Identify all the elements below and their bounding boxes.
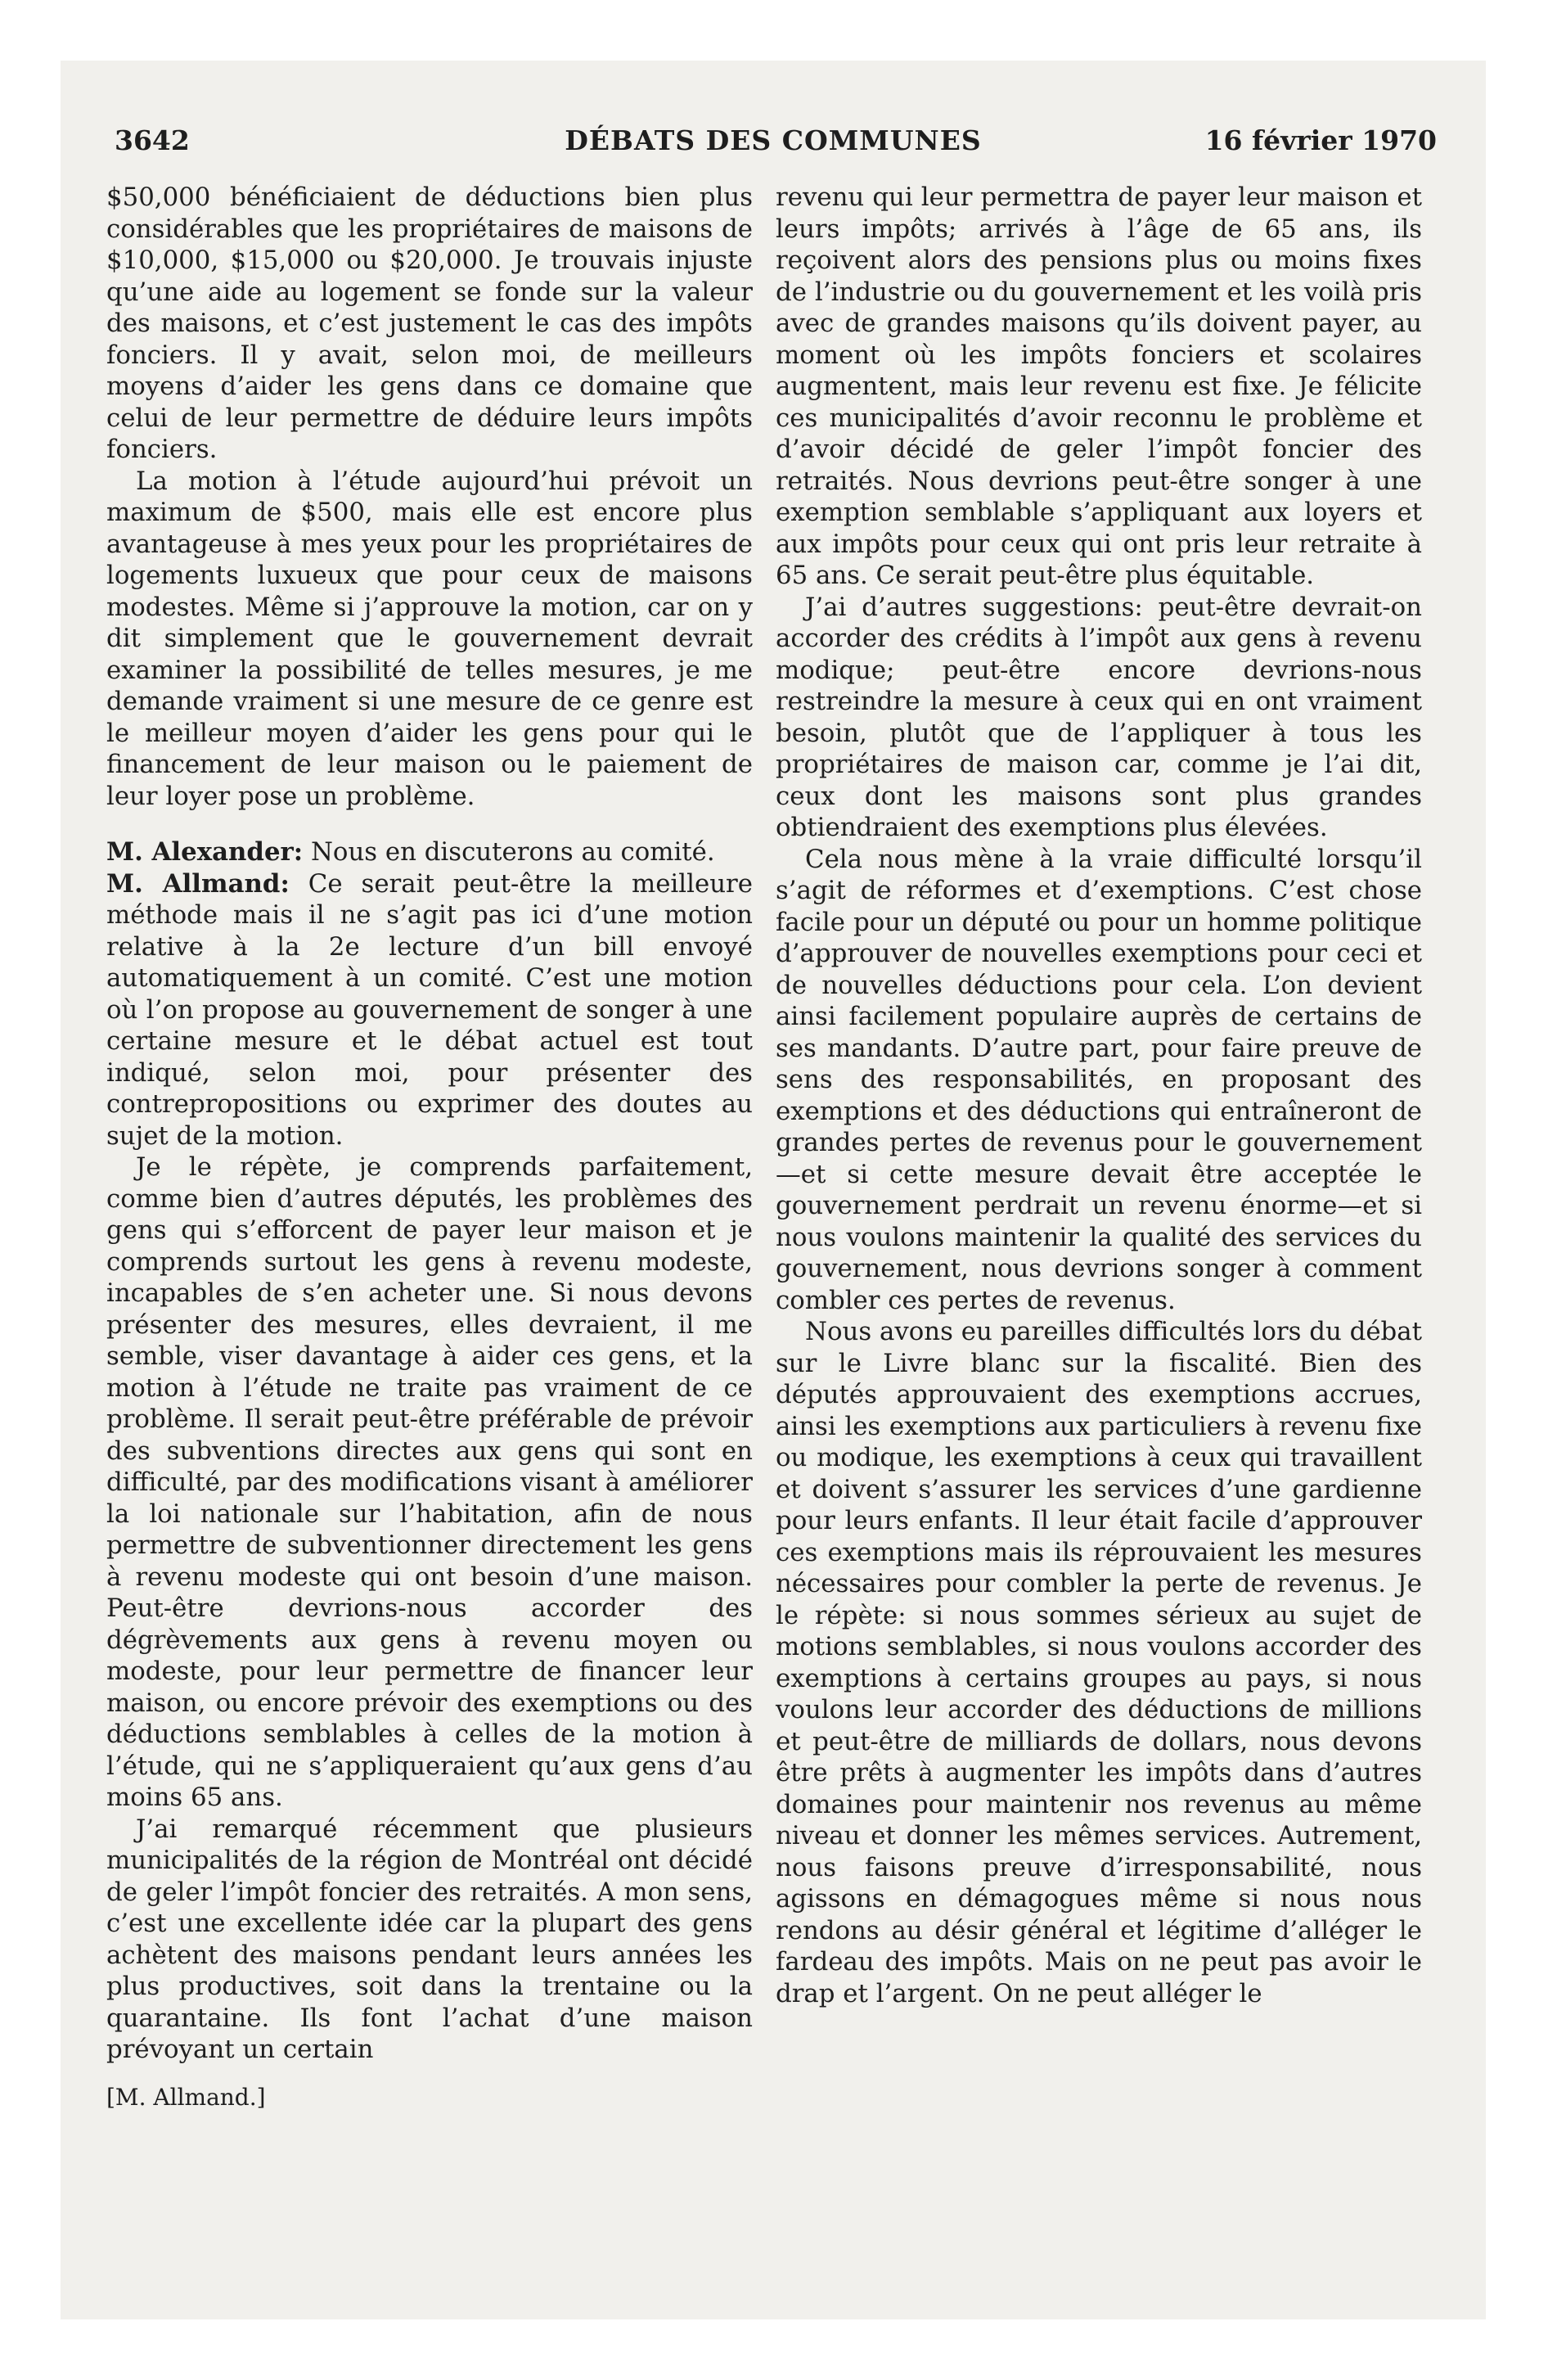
paragraph: $50,000 bénéficiaient de déductions bien plus considérables que les propriétaires de maisons de $10,000, $15,000 ou $20,000. Je trouvais injuste qu’une aide au logement se fonde sur la valeur des maisons, et c’est justement le cas des impôts fonciers. Il y avait, selon moi, de meilleurs moyens d’aider les gens dans ce domaine que celui de leur permettre de déduire leurs impôts fonciers. [106,183,753,464]
paragraph: Je le répète, je comprends parfaitement, comme bien d’autres députés, les problèmes des gens qui s’efforcent de payer leur maison et je comprends surtout les gens à revenu modeste, incapables de s’en acheter une. Si nous devons présenter des mesures, elles devraient, il me semble, viser davantage à aider ces gens, et la motion à l’étude ne traite pas vraiment de ce problème. Il serait peut-être préférable de prévoir des subventions directes aux gens qui sont en difficulté, par des modifications visant à améliorer la loi nationale sur l’habitation, afin de nous permettre de subventionner directement les gens à revenu modeste qui ont besoin d’une maison. Peut-être devrions-nous accorder des dégrèvements aux gens à revenu moyen ou modeste, pour leur permettre de financer leur maison, ou encore prévoir des exemptions ou des déductions semblables à celles de la motion à l’étude, qui ne s’appliqueraient qu’aux gens d’au moins 65 ans. [106,1152,753,1812]
speech-text: Nous en discuterons au comité. [310,837,715,867]
speaker-footer: [M. Allmand.] [106,2084,266,2111]
right-column [776,182,1422,2009]
paragraph: Cela nous mène à la vraie difficulté lorsqu’il s’agit de réformes et d’exemptions. C’est chose facile pour un député ou pour un homme politique d’approuver de nouvelles exemptions pour ceci et de nouvelles déductions pour cela. L’on devient ainsi facilement populaire auprès de certains de ses mandants. D’autre part, pour faire preuve de sens des responsabilités, en proposant des exemptions et des déductions qui entraîneront de grandes pertes de revenus pour le gouvernement—et si cette mesure devait être acceptée le gouvernement perdrait un revenu énorme—et si nous voulons maintenir la qualité des services du gouvernement, nous devrions songer à comment combler ces pertes de revenus. [776,844,1422,1315]
paragraph: J’ai d’autres suggestions: peut-être devrait-on accorder des crédits à l’impôt aux gens à revenu modique; peut-être encore devrions-nous restreindre la mesure à ceux qui en ont vraiment besoin, plutôt que de l’appliquer à tous les propriétaires de maison car, comme je l’ai dit, ceux dont les maisons sont plus grandes obtiendraient des exemptions plus élevées. [776,592,1422,842]
journal-title: DÉBATS DES COMMUNES [565,124,982,156]
paragraph: J’ai remarqué récemment que plusieurs municipalités de la région de Montréal ont décidé de geler l’impôt foncier des retraités. A mon sens, c’est une excellente idée car la plupart des gens achètent des maisons pendant leurs années les plus productives, soit dans la trentaine ou la quarantaine. Ils font l’achat d’une maison prévoyant un certain [106,1814,753,2064]
speech-alexander [106,836,753,868]
paragraph: Nous avons eu pareilles difficultés lors du débat sur le Livre blanc sur la fiscalité. Bien des députés approuvaient des exemptions accrues, ainsi les exemptions aux particuliers à revenu fixe ou modique, les exemptions à ceux qui travaillent et doivent s’assurer les services d’une gardienne pour leurs enfants. Il leur était facile d’approuver ces exemptions mais ils réprouvaient les mesures nécessaires pour combler la perte de revenus. Je le répète: si nous sommes sérieux au sujet de motions semblables, si nous voulons accorder des exemptions à certains groupes au pays, si nous voulons leur accorder des déductions de millions et peut-être de milliards de dollars, nous devons être prêts à augmenter les impôts dans d’autres domaines pour maintenir nos revenus au même niveau et donner les mêmes services. Autrement, nous faisons preuve d’irresponsabilité, nous agissons en démagogues même si nous nous rendons au désir général et légitime d’alléger le fardeau des impôts. Mais on ne peut pas avoir le drap et l’argent. On ne peut alléger le [776,1317,1422,2008]
speech-text: Ce serait peut-être la meilleure méthode mais il ne s’agit pas ici d’une motion relative à la 2e lecture d’un bill envoyé automatiquement à un comité. C’est une motion où l’on propose au gouvernement de songer à une certaine mesure et le débat actuel est tout indiqué, selon moi, pour présenter des contrepropositions ou exprimer des doutes au sujet de la motion. [106,868,753,1151]
paragraph: revenu qui leur permettra de payer leur maison et leurs impôts; arrivés à l’âge de 65 ans, ils reçoivent alors des pensions plus ou moins fixes de l’industrie ou du gouvernement et les voilà pris avec de grandes maisons qu’ils doivent payer, au moment où les impôts fonciers et scolaires augmentent, mais leur revenu est fixe. Je félicite ces municipalités d’avoir reconnu le problème et d’avoir décidé de geler l’impôt foncier des retraités. Nous devrions peut-être songer à une exemption semblable s’appliquant aux loyers et aux impôts pour ceux qui ont pris leur retraite à 65 ans. Ce serait peut-être plus équitable. [776,183,1422,590]
speaker-name: M. Allmand: [106,868,290,899]
page-number: 3642 [115,124,190,156]
journal-page [61,61,1486,2319]
paragraph: La motion à l’étude aujourd’hui prévoit un maximum de $500, mais elle est encore plus avantageuse à mes yeux pour les propriétaires de logements luxueux que pour ceux de maisons modestes. Même si j’approuve la motion, car on y dit simplement que le gouvernement devrait examiner la possibilité de telles mesures, je me demande vraiment si une mesure de ce genre est le meilleur moyen d’aider les gens pour qui le financement de leur maison ou le paiement de leur loyer pose un problème. [106,466,753,811]
page-date: 16 février 1970 [1204,124,1437,156]
speech-allmand [106,868,753,1152]
speaker-name: M. Alexander: [106,837,304,867]
left-column [106,182,753,2066]
